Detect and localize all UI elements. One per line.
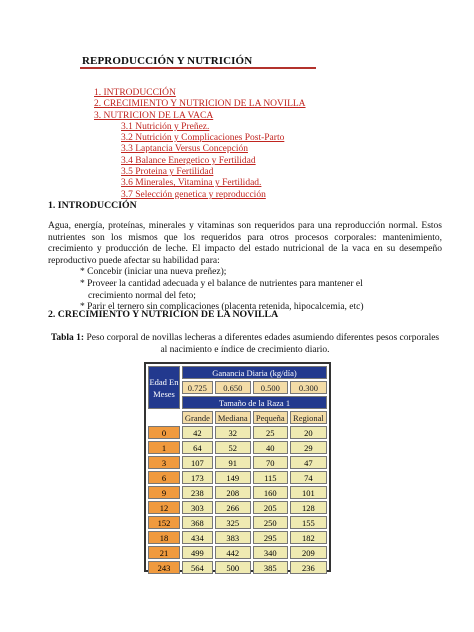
weight-cell: 74 xyxy=(290,471,327,484)
weight-cell: 500 xyxy=(215,561,251,574)
weight-cell: 64 xyxy=(182,441,213,454)
toc-sublink[interactable]: 3.4 Balance Energetico y Fertilidad xyxy=(121,155,256,166)
table-caption xyxy=(48,332,442,356)
weight-cell: 266 xyxy=(215,501,251,514)
weight-cell: 295 xyxy=(253,531,288,544)
intro-paragraph: Agua, energía, proteínas, minerales y vitaminas son requeridos para una reproducción normal. Estos nutrientes son los mismos que los requeridos para otros procesos corporales: mantenimiento, crecimiento y producción de leche. El impacto del estado nutricional de la vaca en su desempeño reproductivo puede afectar su habilidad para: xyxy=(48,221,442,266)
weight-cell: 340 xyxy=(253,546,288,559)
ganancia-header: Ganancia Diaria (kg/día) xyxy=(182,366,327,379)
tamano-header: Tamaño de la Raza 1 xyxy=(182,396,327,409)
weight-table-frame xyxy=(144,362,331,572)
weight-cell: 29 xyxy=(290,441,327,454)
table-row xyxy=(148,441,327,454)
document-title: REPRODUCCIÓN Y NUTRICIÓN xyxy=(82,55,253,67)
weight-cell: 434 xyxy=(182,531,213,544)
weight-cell: 25 xyxy=(253,426,288,439)
gain-value: 0.725 xyxy=(182,381,213,394)
weight-cell: 368 xyxy=(182,516,213,529)
toc-link[interactable]: 1. INTRODUCCIÓN xyxy=(94,88,176,98)
weight-cell: 47 xyxy=(290,456,327,469)
age-cell: 243 xyxy=(148,561,180,574)
age-cell: 3 xyxy=(148,456,180,469)
weight-cell: 107 xyxy=(182,456,213,469)
table-of-contents xyxy=(94,88,306,201)
size-header: Pequeña xyxy=(253,411,288,424)
weight-cell: 20 xyxy=(290,426,327,439)
size-header: Mediana xyxy=(215,411,251,424)
bullet-item: * Concebir (iniciar una nueva preñez); xyxy=(80,267,227,278)
weight-cell: 149 xyxy=(215,471,251,484)
weight-cell: 101 xyxy=(290,486,327,499)
weight-cell: 385 xyxy=(253,561,288,574)
title-underline xyxy=(80,67,316,69)
age-cell: 12 xyxy=(148,501,180,514)
table-row xyxy=(148,486,327,499)
age-cell: 1 xyxy=(148,441,180,454)
table-row xyxy=(148,531,327,544)
bullet-item: * Parir el ternero sin complicaciones (placenta retenida, hipocalcemia, etc) xyxy=(80,302,364,313)
toc-sublink[interactable]: 3.7 Selección genetica y reproducción xyxy=(121,189,266,200)
age-cell: 18 xyxy=(148,531,180,544)
table-row xyxy=(148,471,327,484)
weight-cell: 155 xyxy=(290,516,327,529)
age-cell: 9 xyxy=(148,486,180,499)
intro-body xyxy=(48,221,442,314)
toc-sublink[interactable]: 3.3 Laptancia Versus Concepción xyxy=(121,144,248,155)
section-heading-growth: 2. CRECIMIENTO Y NUTRICION DE LA NOVILLA xyxy=(48,309,279,320)
table-body xyxy=(148,426,327,574)
table-row xyxy=(148,456,327,469)
table-caption-text: Peso corporal de novillas lecheras a diferentes edades asumiendo diferentes pesos corporales al nacimiento e índice de crecimiento diario. xyxy=(84,333,440,355)
size-header: Grande xyxy=(182,411,213,424)
weight-table xyxy=(146,364,329,576)
weight-cell: 160 xyxy=(253,486,288,499)
weight-cell: 442 xyxy=(215,546,251,559)
bullet-continuation: crecimiento normal del feto; xyxy=(88,290,196,301)
section-heading-intro: 1. INTRODUCCIÓN xyxy=(48,200,137,211)
weight-cell: 325 xyxy=(215,516,251,529)
weight-cell: 91 xyxy=(215,456,251,469)
toc-link[interactable]: 2. CRECIMIENTO Y NUTRICION DE LA NOVILLA xyxy=(94,99,306,110)
age-cell: 152 xyxy=(148,516,180,529)
weight-cell: 128 xyxy=(290,501,327,514)
weight-cell: 115 xyxy=(253,471,288,484)
table-caption-label: Tabla 1: xyxy=(50,333,85,343)
size-header: Regional xyxy=(290,411,327,424)
gain-value: 0.300 xyxy=(290,381,327,394)
toc-link[interactable]: 3. NUTRICION DE LA VACA xyxy=(94,110,214,121)
weight-cell: 42 xyxy=(182,426,213,439)
age-cell: 0 xyxy=(148,426,180,439)
weight-cell: 238 xyxy=(182,486,213,499)
table-row xyxy=(148,546,327,559)
weight-cell: 40 xyxy=(253,441,288,454)
weight-cell: 205 xyxy=(253,501,288,514)
weight-cell: 564 xyxy=(182,561,213,574)
age-cell: 21 xyxy=(148,546,180,559)
toc-sublink[interactable]: 3.5 Proteina y Fertilidad xyxy=(121,167,214,178)
bullet-item: * Proveer la cantidad adecuada y el balance de nutrientes para mantener el xyxy=(80,278,363,289)
weight-cell: 52 xyxy=(215,441,251,454)
age-cell: 6 xyxy=(148,471,180,484)
gain-value: 0.650 xyxy=(215,381,251,394)
weight-cell: 383 xyxy=(215,531,251,544)
toc-sublink[interactable]: 3.6 Minerales, Vitamina y Fertilidad. xyxy=(121,178,262,189)
weight-cell: 208 xyxy=(215,486,251,499)
weight-cell: 303 xyxy=(182,501,213,514)
weight-cell: 209 xyxy=(290,546,327,559)
header-spacer xyxy=(148,411,180,424)
weight-cell: 182 xyxy=(290,531,327,544)
weight-cell: 236 xyxy=(290,561,327,574)
toc-sublink[interactable]: 3.1 Nutrición y Preñez. xyxy=(121,121,210,132)
gain-value: 0.500 xyxy=(253,381,288,394)
weight-cell: 173 xyxy=(182,471,213,484)
weight-cell: 32 xyxy=(215,426,251,439)
weight-cell: 250 xyxy=(253,516,288,529)
edad-header: Edad En Meses xyxy=(148,366,180,409)
toc-sublink[interactable]: 3.2 Nutrición y Complicaciones Post-Parto xyxy=(121,133,285,144)
weight-cell: 70 xyxy=(253,456,288,469)
table-row xyxy=(148,426,327,439)
table-row xyxy=(148,501,327,514)
table-row xyxy=(148,561,327,574)
weight-cell: 499 xyxy=(182,546,213,559)
table-row xyxy=(148,516,327,529)
